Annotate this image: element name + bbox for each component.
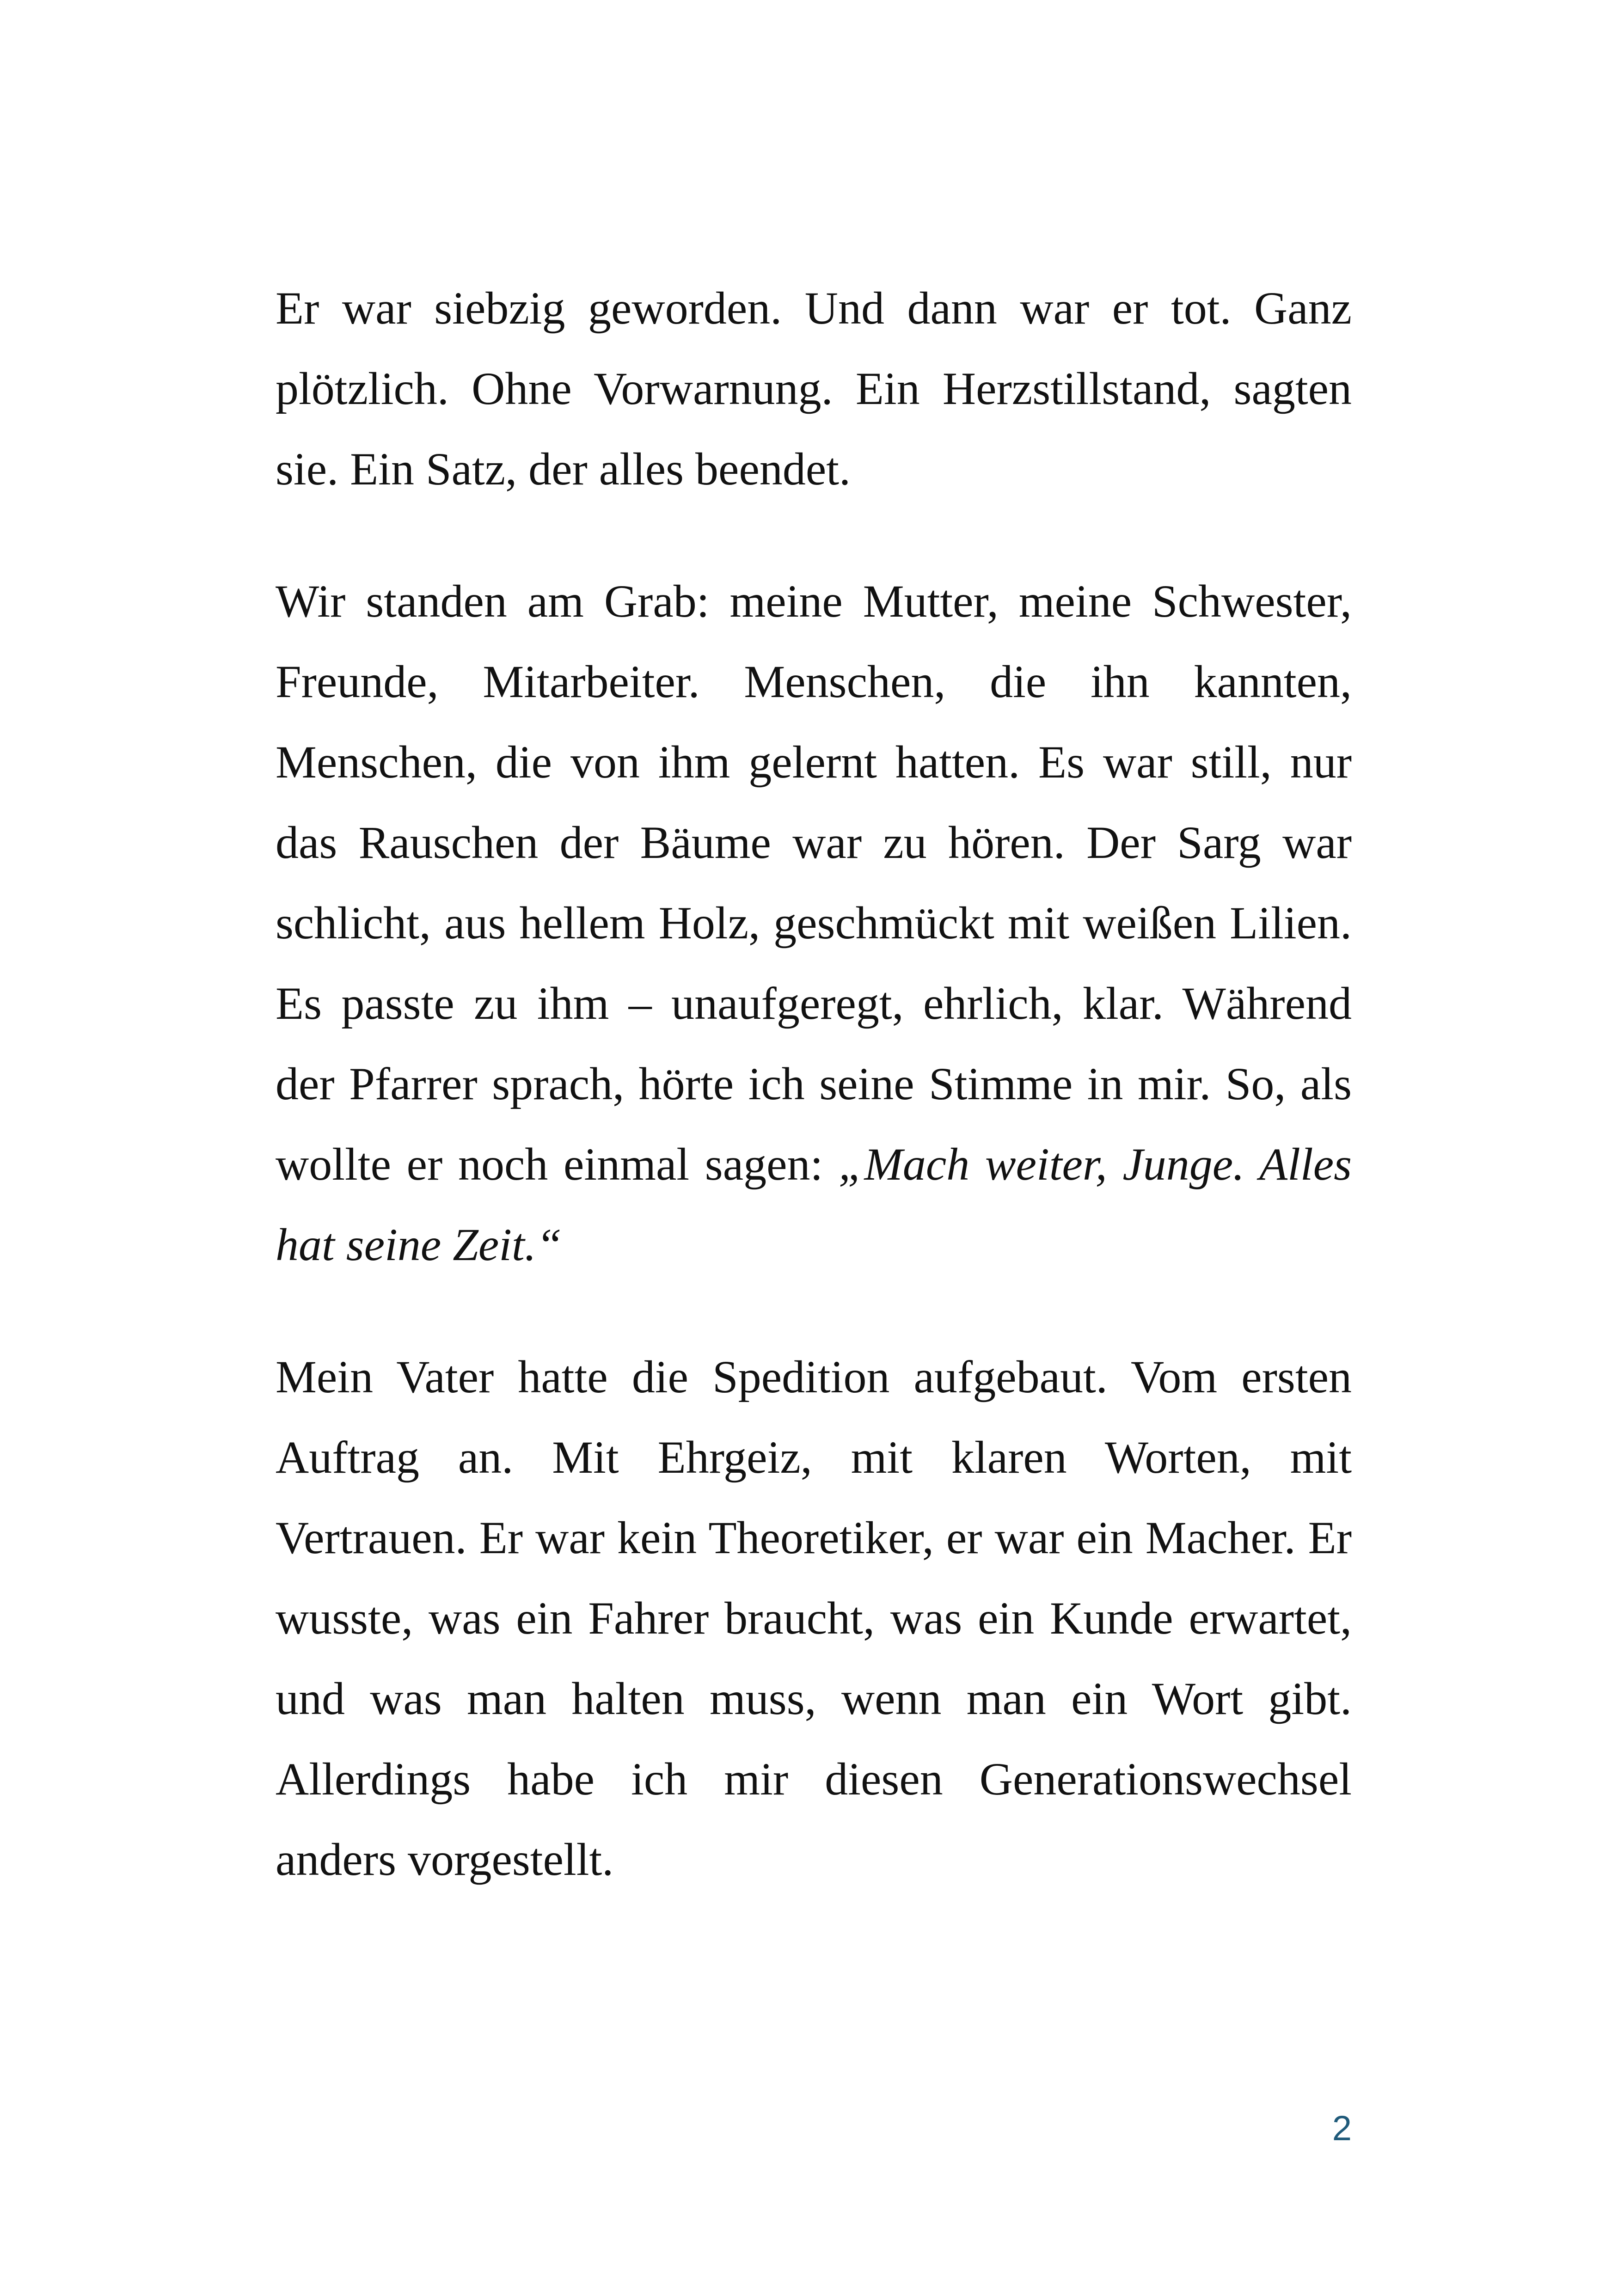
page-number: 2 [1332,2109,1352,2148]
body-text [276,268,1352,1900]
paragraph-2-text: Wir standen am Grab: meine Mutter, meine Schwester, Freunde, Mitarbeiter. Menschen, die ihn kannten, Menschen, die von ihm gelernt hatten. Es war still, nur das Rauschen der Bäume war zu hören. Der Sarg war schlicht, aus hellem Holz, geschmückt mit weißen Lilien. Es passte zu ihm – unaufgeregt, ehrlich, klar. Während der Pfarrer sprach, hörte ich seine Stimme in mir. So, als wollte er noch einmal sagen: [276,576,1352,1190]
paragraph-2-quote: „Mach weiter, Junge. Alles hat seine Zeit.“ [276,1139,1352,1270]
paragraph-1-text: Er war siebzig geworden. Und dann war er tot. Ganz plötzlich. Ohne Vorwarnung. Ein Herzstillstand, sagten sie. Ein Satz, der alles beendet. [276,282,1352,495]
paragraph-1 [276,268,1352,509]
paragraph-3-text: Mein Vater hatte die Spedition aufgebaut. Vom ersten Auftrag an. Mit Ehrgeiz, mit klaren Worten, mit Vertrauen. Er war kein Theoretiker, er war ein Macher. Er wusste, was ein Fahrer braucht, was ein Kunde erwartet, und was man halten muss, wenn man ein Wort gibt. Allerdings habe ich mir diesen Generationswechsel anders vorgestellt. [276,1351,1352,1885]
paragraph-2 [276,561,1352,1285]
paragraph-3 [276,1337,1352,1900]
